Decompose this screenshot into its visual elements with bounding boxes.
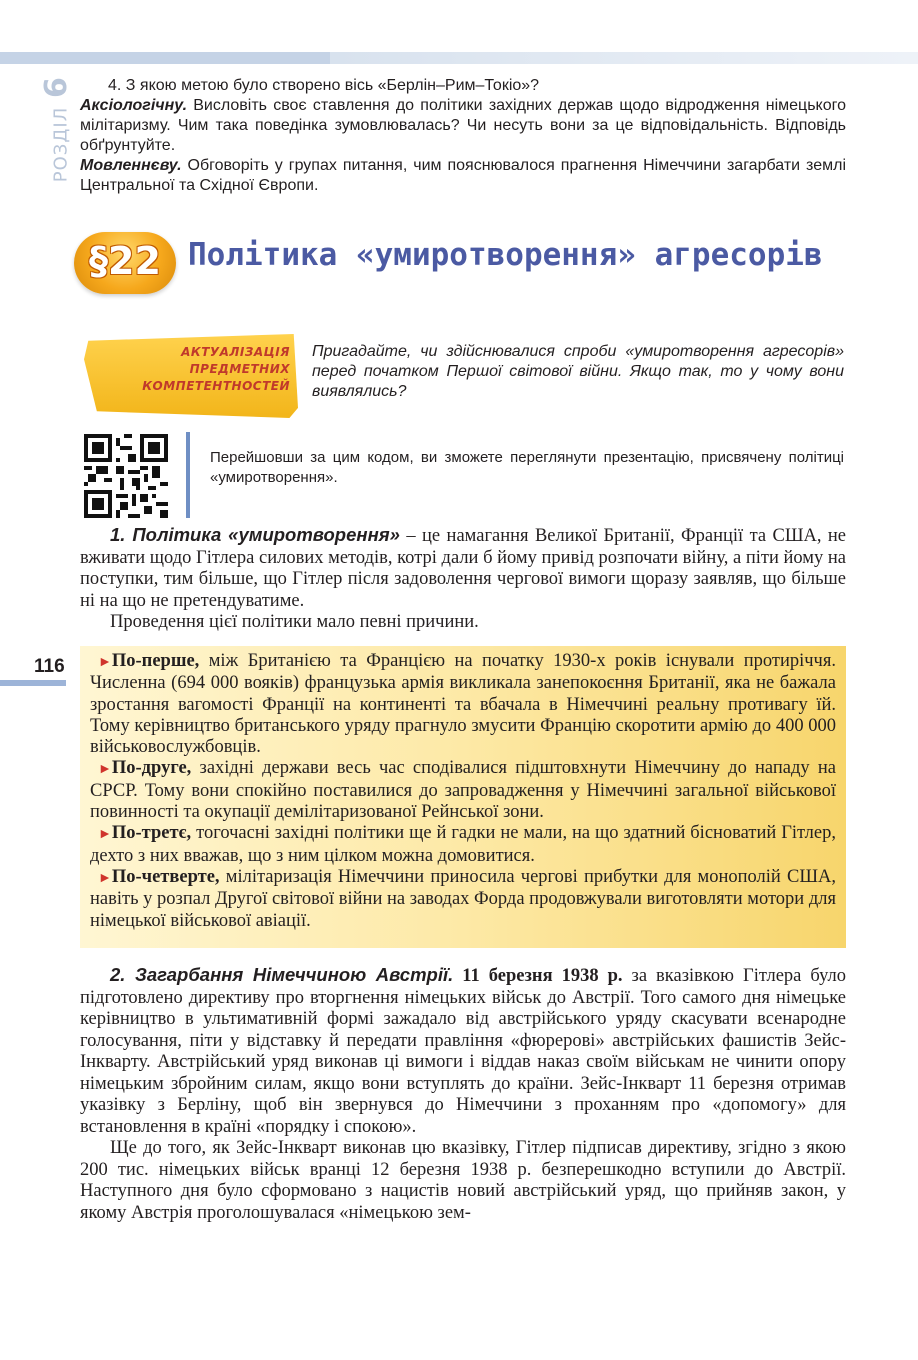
page-number: 116 xyxy=(34,656,65,677)
reason-3: ►По-третє, тогочасні західні політики ще й гадки не мали, на що здатний бісноватий Гітлер, дехто з них вважав, що з ним цілком можна домовитися. xyxy=(90,823,836,866)
part2-heading: 2. Загарбання Німеччиною Австрії. xyxy=(110,964,454,985)
section-title: Політика «умиротворення» агресорів xyxy=(188,237,823,273)
part2-block xyxy=(80,964,846,1224)
chapter-number: 6 xyxy=(38,77,74,98)
reason-1: ►По-перше, між Британією та Францією на початку 1930-х років існували протиріччя. Численна (694 000 вояків) французька армія викликала занепокоєння Британії, яка не бажала зростання вагомості Франції на континенті та вбачала в Німеччині реальну противагу їй. Тому керівництво британського уряду прагнуло змусити Францію скоротити армію до 400 000 військовослужбовців. xyxy=(90,651,836,758)
question-speech: Мовленнєву. Обговоріть у групах питання, чим пояснювалося прагнення Німеччини загарбати землі Центральної та Східної Європи. xyxy=(80,157,846,194)
chapter-tab xyxy=(38,74,74,184)
questions-block xyxy=(80,76,846,196)
triangle-right-icon: ► xyxy=(98,827,112,843)
banner-line-3: КОМПЕТЕНТНОСТЕЙ xyxy=(142,379,290,393)
part2-date: 11 березня 1938 р. xyxy=(453,966,623,986)
actualization-banner xyxy=(84,334,298,418)
part2-paragraph-2: Ще до того, як Зейс-Інкварт виконав цю вказівку, Гітлер підписав директиву, згідно з якою 200 тис. німецьких військ вранці 12 березня 1938 р. безперешкодно вступили до Австрії. Наступного дня було сформовано з нацистів новий австрійський уряд, що прийняв закон, у якому Австрія проголошувалася «німецькою зем- xyxy=(80,1138,846,1223)
part1-heading: 1. Політика «умиротворення» xyxy=(110,524,400,545)
part1-block xyxy=(80,524,846,634)
part1-definition: 1. Політика «умиротворення» – це намагання Великої Британії, Франції та США, не вживати щодо Гітлера силових методів, котрі дали б йому привід розпочати війну, а піти йому на поступки, тим більше, що Гітлер після задоволення чергової вимоги щоразу заявляв, що більше ні на що не претендуватиме. xyxy=(80,524,847,611)
section-badge: §22 xyxy=(74,232,176,294)
reasons-intro: Проведення цієї політики мало певні причини. xyxy=(110,612,479,632)
chapter-label: РОЗДІЛ xyxy=(50,106,72,183)
qr-code-icon[interactable] xyxy=(84,434,168,518)
actualization-text: Пригадайте, чи здійснювалися спроби «умиротворення агресорів» перед початком Першої світової війни. Якщо так, то у чому вони виявлялись? xyxy=(312,343,844,400)
triangle-right-icon: ► xyxy=(98,870,112,886)
reason-2: ►По-друге, західні держави весь час сподівалися підштовхнути Німеччину до нападу на СРСР. Тому вони спокійно поставилися до запровадження у Німеччині загальної військової повинності та окупації демілітаризованої Рейнської зони. xyxy=(90,758,836,823)
reason-4: ►По-четверте, мілітаризація Німеччини приносила чергові прибутки для монополій США, навіть у розпал Другої світової війни на заводах Форда продовжували виготовляти мотори для німецької військової авіації. xyxy=(90,866,836,931)
axiological-label: Аксіологічну. xyxy=(80,97,188,114)
triangle-right-icon: ► xyxy=(98,655,112,670)
banner-line-2: ПРЕДМЕТНИХ xyxy=(189,362,290,376)
reasons-box xyxy=(80,646,846,948)
question-axiological: Аксіологічну. Висловіть своє ставлення до політики західних держав щодо відродження німецького мілітаризму. Чим така поведінка зумовлювалась? Чи несуть вони за це відповідальність. Відповідь обґрунтуйте. xyxy=(80,97,846,154)
page-number-bar xyxy=(0,680,66,686)
top-decor-bar xyxy=(0,52,918,64)
question-4: 4. З якою метою було створено вісь «Берлін–Рим–Токіо»? xyxy=(108,77,540,94)
banner-line-1: АКТУАЛІЗАЦІЯ xyxy=(181,345,290,359)
speech-label: Мовленнєву. xyxy=(80,157,182,174)
qr-caption: Перейшовши за цим кодом, ви зможете переглянути презентацію, присвячену політиці «умиротворення». xyxy=(210,449,844,486)
part2-paragraph-1: 2. Загарбання Німеччиною Австрії. 11 березня 1938 р. за вказівкою Гітлера було підготовлено директиву про вторгнення німецьких військ до Австрії. Того самого дня німецьке керівництво в ультимативній формі зажадало від австрійського уряду скасувати всенародне голосування, піти у відставку й передати правління «фюрерові» австрійських фашистів Зейс-Інкварту. Австрійський уряд виконав ці вимоги і віддав наказ своїм військам не чинити опору німецьким збройним силам, якщо вони вступлять до країни. Зейс-Інкварт 11 березня отримав указівку з Берліну, щоб він звернувся до Німеччини з проханням про «допомогу» для встановлення в країні «порядку і спокою». xyxy=(80,964,847,1137)
triangle-right-icon: ► xyxy=(98,762,112,778)
qr-divider xyxy=(186,432,190,518)
